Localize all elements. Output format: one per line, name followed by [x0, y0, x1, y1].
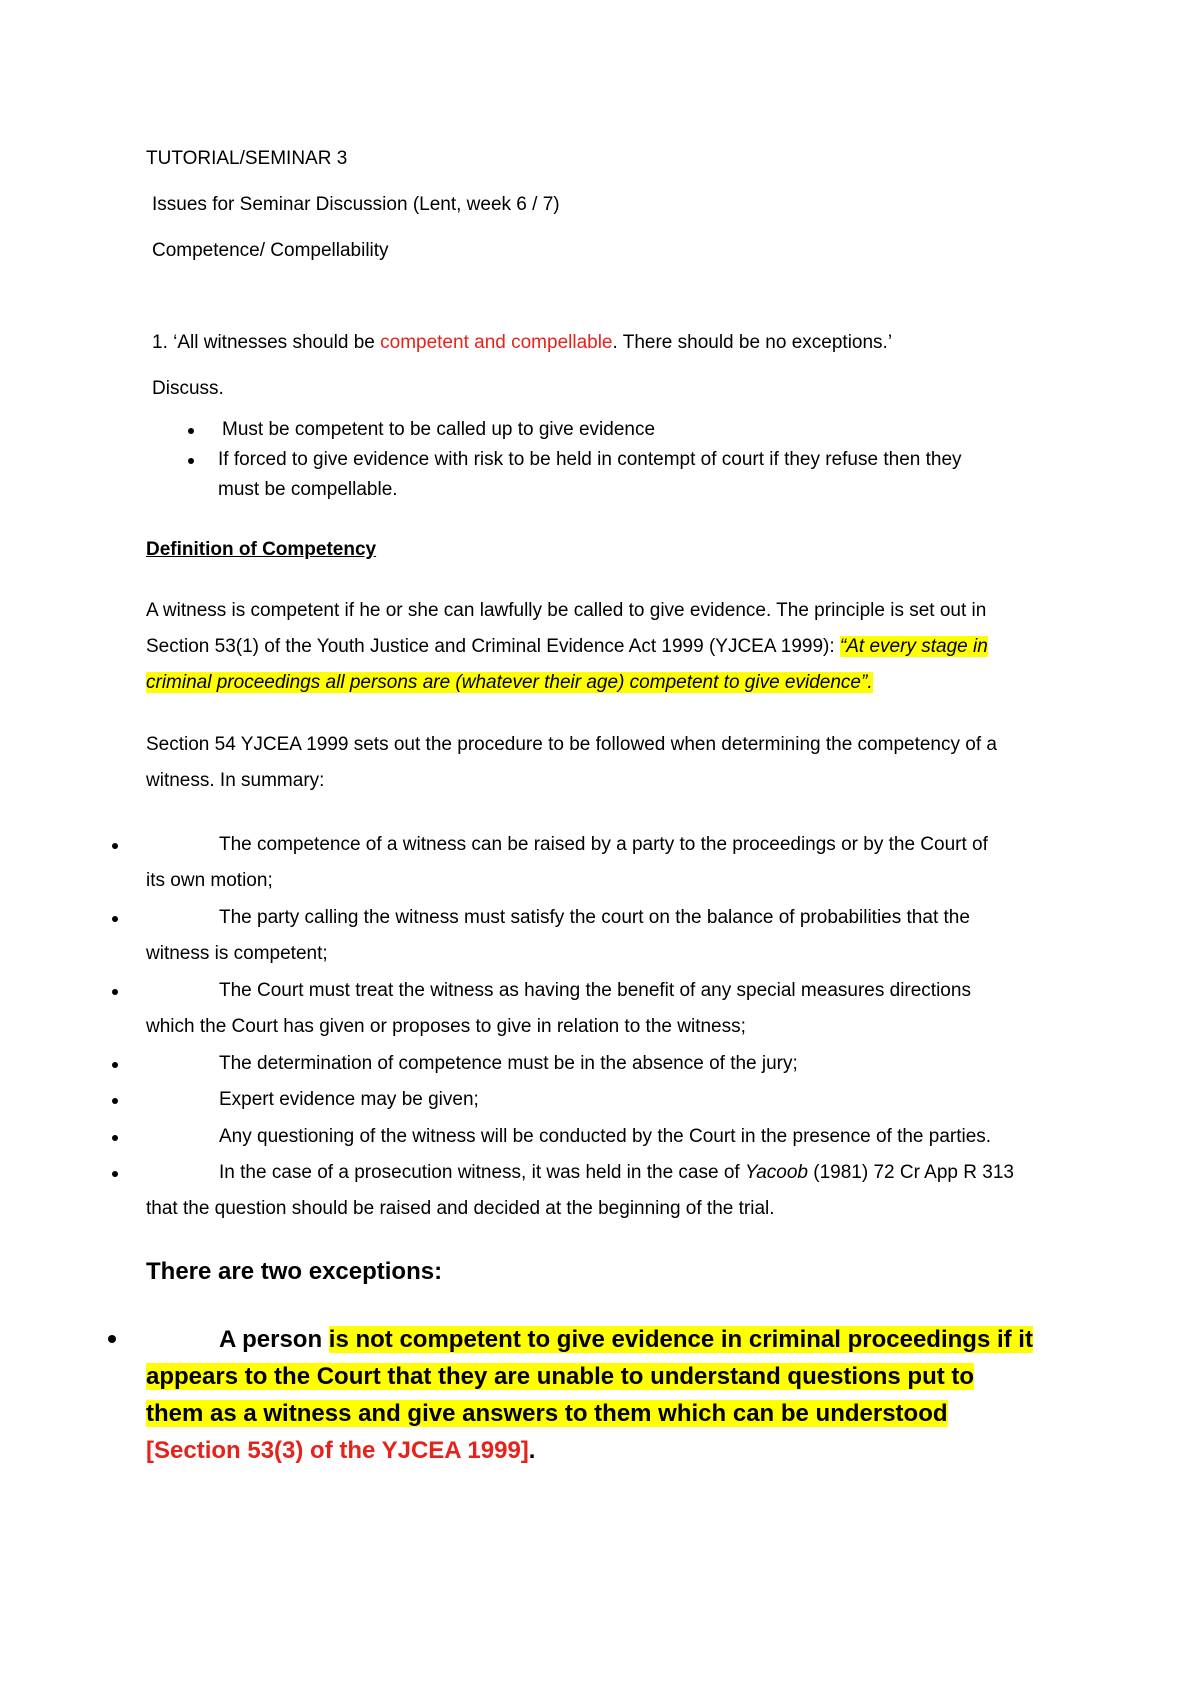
exception-highlight: them as a witness and give answers to them which can be understood — [146, 1400, 948, 1427]
exception-end: . — [528, 1437, 536, 1464]
exception-highlight: is not competent to give evidence in criminal proceedings if it — [328, 1326, 1033, 1353]
question-line — [152, 332, 892, 354]
case-name: Yacoob — [744, 1162, 808, 1183]
bullet-icon — [112, 1062, 118, 1068]
exception-line — [146, 1433, 535, 1469]
procedure-line: witness. In summary: — [146, 770, 325, 791]
exception-line — [146, 1359, 974, 1395]
document-topic: Competence/ Compellability — [152, 240, 389, 261]
definition-line — [146, 672, 873, 694]
exception-line — [219, 1322, 1033, 1358]
document-title: TUTORIAL/SEMINAR 3 — [146, 148, 348, 169]
question-suffix: . There should be no exceptions.’ — [612, 332, 893, 353]
bullet-icon — [112, 1135, 118, 1141]
summary-item — [219, 1162, 1014, 1184]
note-item: If forced to give evidence with risk to be held in contempt of court if they refuse then they — [218, 449, 962, 470]
exception-highlight: appears to the Court that they are unable to understand questions put to — [146, 1363, 975, 1390]
yacoob-pre: In the case of a prosecution witness, it was held in the case of — [219, 1162, 745, 1183]
summary-item: Any questioning of the witness will be conducted by the Court in the presence of the parties. — [219, 1126, 992, 1147]
exception-line — [146, 1396, 948, 1432]
summary-item-continued: witness is competent; — [146, 943, 328, 964]
question-highlight: competent and compellable — [380, 332, 613, 353]
summary-item: The party calling the witness must satisfy the court on the balance of probabilities that the — [219, 907, 970, 928]
definition-citation: Section 53(1) of the Youth Justice and Criminal Evidence Act 1999 (YJCEA 1999): — [146, 636, 840, 657]
bullet-icon — [112, 1098, 118, 1104]
summary-item-continued: its own motion; — [146, 870, 273, 891]
procedure-line: Section 54 YJCEA 1999 sets out the procedure to be followed when determining the competency of a — [146, 734, 997, 755]
definition-line: A witness is competent if he or she can lawfully be called to give evidence. The principle is set out in — [146, 600, 987, 621]
exceptions-heading: There are two exceptions: — [146, 1258, 443, 1285]
definition-quote: “At every stage in — [839, 636, 988, 657]
bullet-icon — [112, 1171, 118, 1177]
note-item-continued: must be compellable. — [218, 479, 398, 500]
bullet-icon — [112, 989, 118, 995]
yacoob-post: (1981) 72 Cr App R 313 — [808, 1162, 1014, 1183]
definition-line — [146, 636, 988, 658]
discuss-text: Discuss. — [152, 378, 224, 399]
bullet-icon — [108, 1335, 116, 1343]
summary-item: Expert evidence may be given; — [219, 1089, 479, 1110]
bullet-icon — [188, 458, 194, 464]
exception-reference: [Section 53(3) of the YJCEA 1999] — [146, 1437, 529, 1464]
summary-item: The determination of competence must be in the absence of the jury; — [219, 1053, 798, 1074]
summary-item-continued: which the Court has given or proposes to give in relation to the witness; — [146, 1016, 746, 1037]
question-prefix: 1. ‘All witnesses should be — [152, 332, 381, 353]
definition-heading: Definition of Competency — [146, 539, 377, 560]
summary-item-continued: that the question should be raised and decided at the beginning of the trial. — [146, 1198, 775, 1219]
summary-item: The competence of a witness can be raised by a party to the proceedings or by the Court of — [219, 834, 988, 855]
summary-item: The Court must treat the witness as having the benefit of any special measures directions — [219, 980, 971, 1001]
bullet-icon — [112, 916, 118, 922]
document-subtitle: Issues for Seminar Discussion (Lent, week 6 / 7) — [152, 194, 560, 215]
definition-quote: criminal proceedings all persons are (whatever their age) competent to give evidence”. — [146, 672, 873, 693]
bullet-icon — [188, 428, 194, 434]
exception-lead: A person — [219, 1326, 329, 1353]
bullet-icon — [112, 843, 118, 849]
note-item: Must be competent to be called up to give evidence — [222, 419, 656, 440]
